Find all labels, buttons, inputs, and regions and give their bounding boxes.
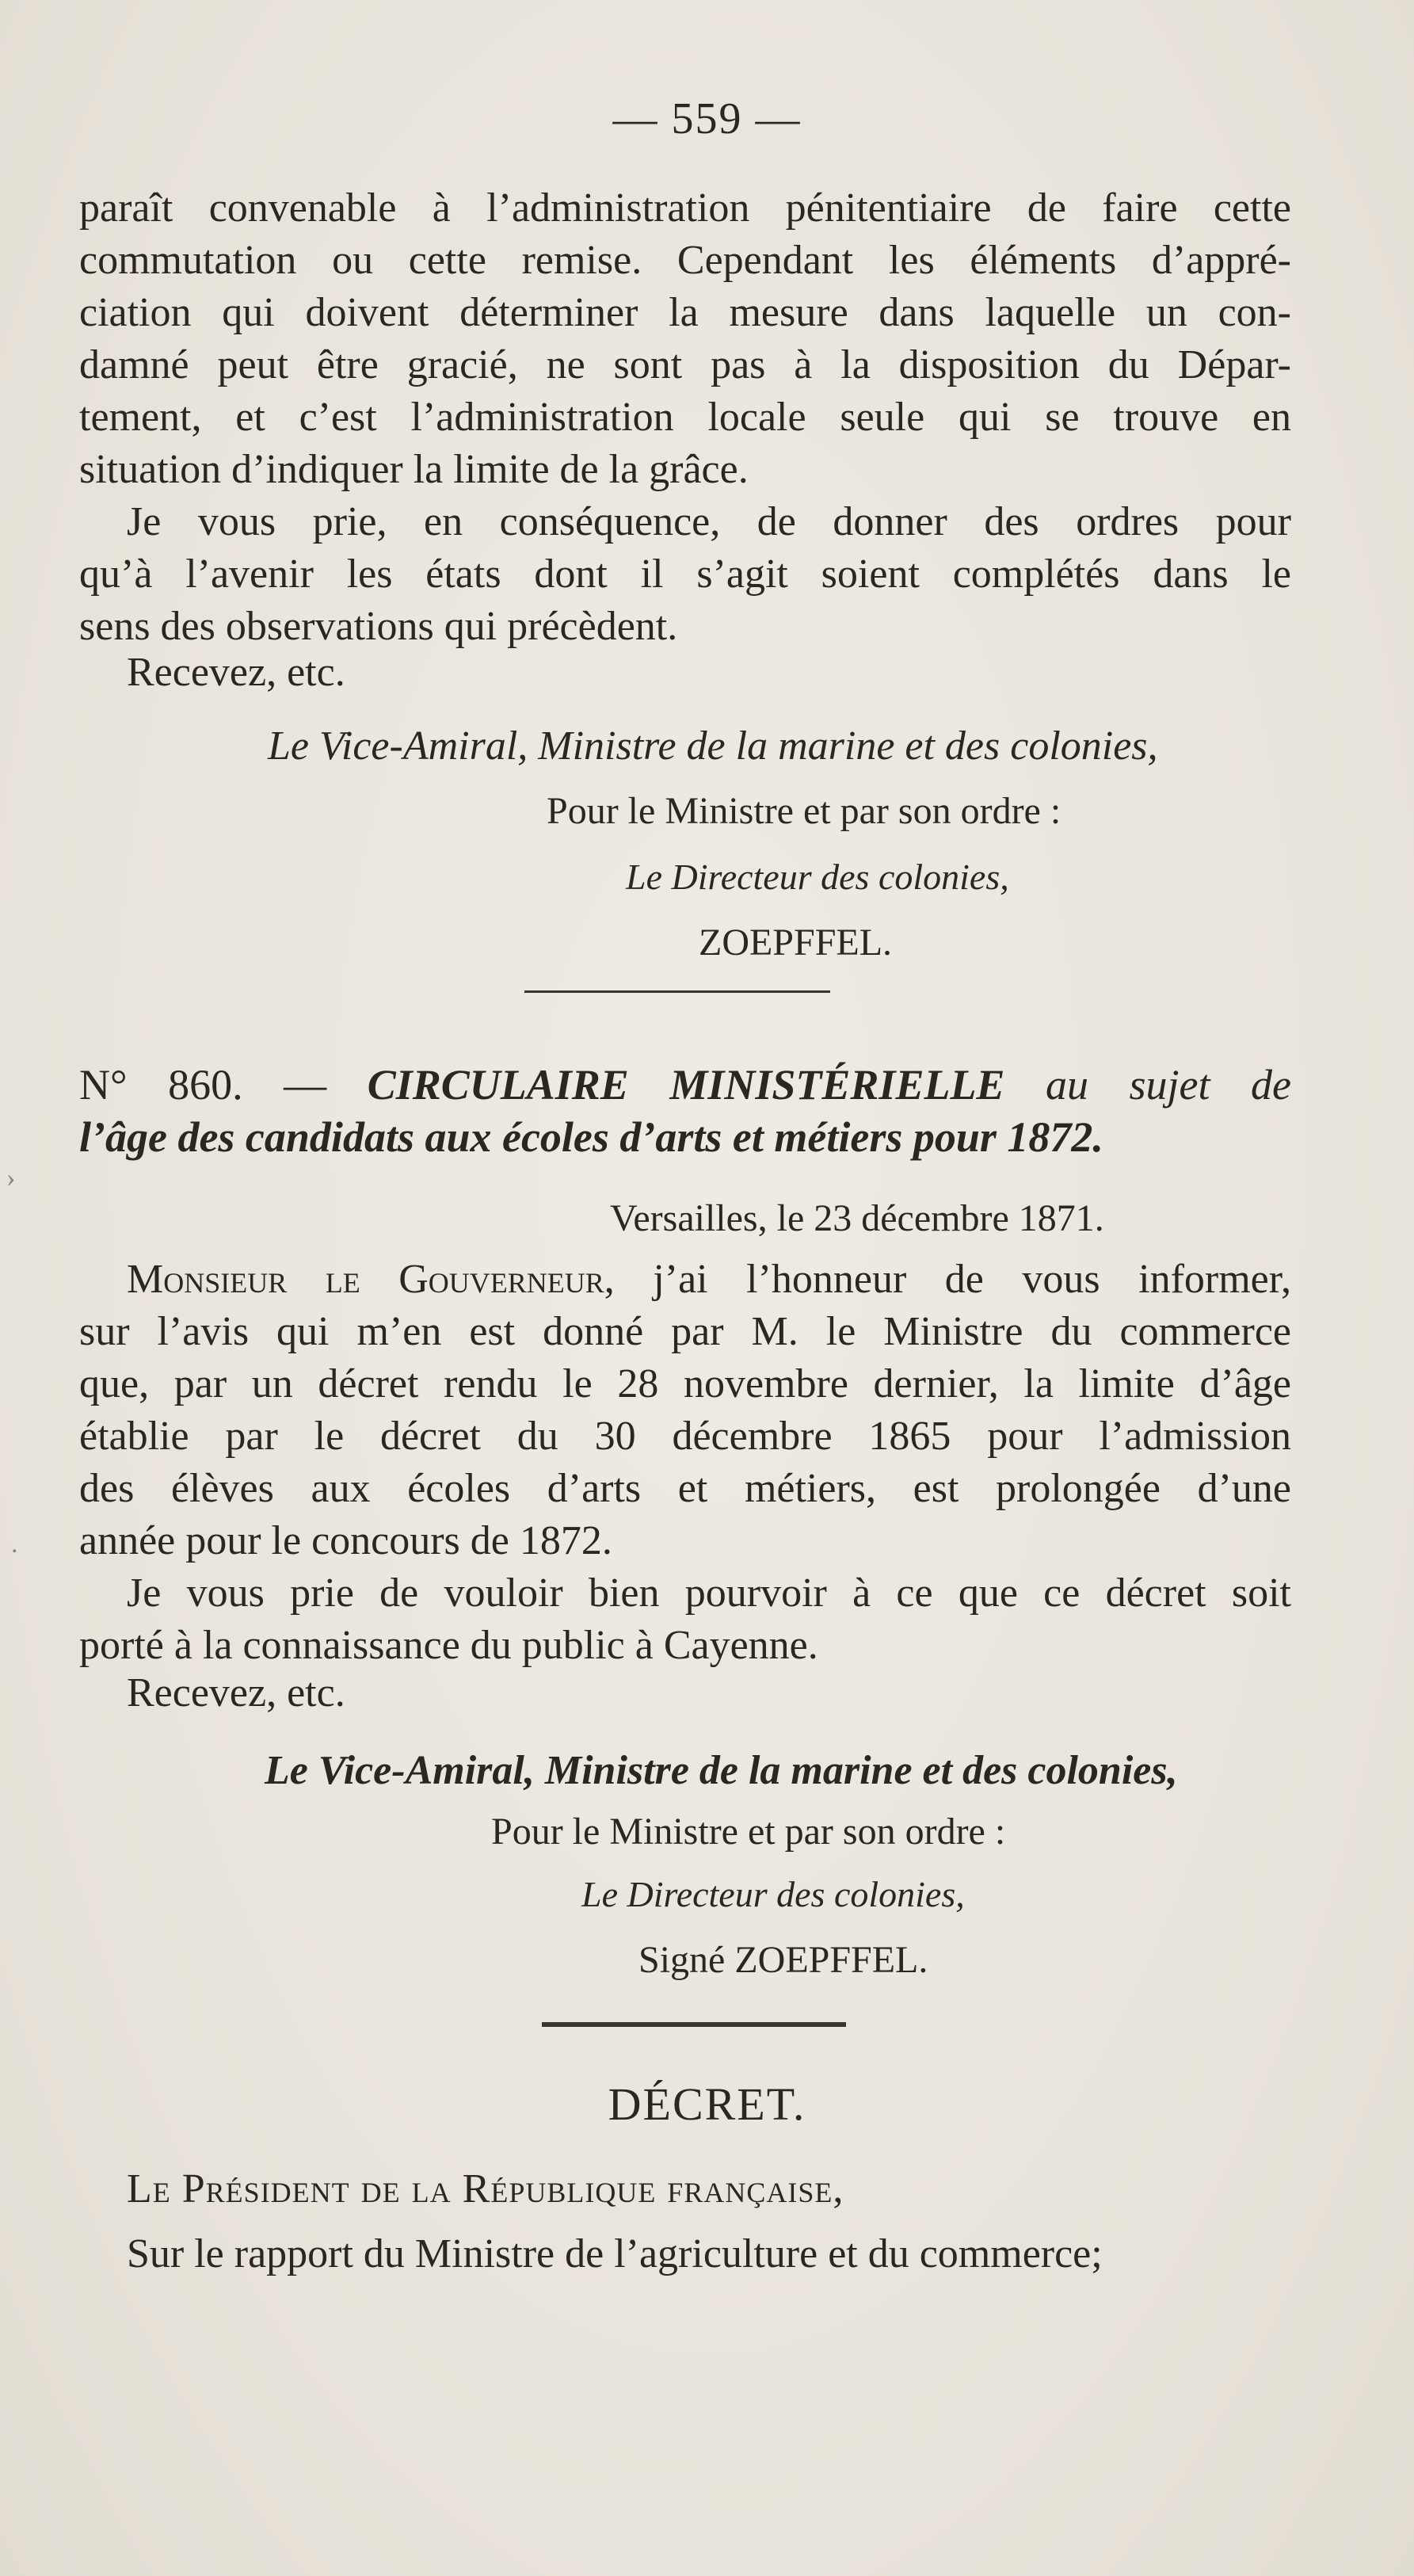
text-line: porté à la connaissance du public à Cayenne. [79, 1623, 818, 1668]
text-line: sur l’avis qui m’en est donné par M. le Ministre du commerce [79, 1309, 1291, 1354]
signature-title-2: Le Vice-Amiral, Ministre de la marine et des colonies, [265, 1748, 1178, 1793]
signature-director-1: Le Directeur des colonies, [626, 857, 1009, 897]
text-line: Monsieur le Gouverneur, j’ai l’honneur de vous informer, [127, 1257, 1291, 1302]
closing-recevez-1: Recevez, etc. [127, 650, 345, 695]
paragraph-inform [79, 1254, 1291, 1567]
paragraph-commutation [79, 182, 1291, 496]
paragraph-request [79, 496, 1291, 653]
margin-mark-2: . [11, 1529, 18, 1559]
text-line: paraît convenable à l’administration pénitentiaire de faire cette [79, 185, 1291, 231]
decret-president: Le Président de la République française, [127, 2166, 844, 2212]
text-line: commutation ou cette remise. Cependant les éléments d’appré- [79, 238, 1291, 283]
decret-heading: DÉCRET. [608, 2078, 806, 2130]
circular-subject-lead: au sujet de [1045, 1061, 1291, 1109]
signature-order-2: Pour le Ministre et par son ordre : [491, 1811, 1006, 1853]
dateline: Versailles, le 23 décembre 1871. [610, 1197, 1104, 1239]
signature-order-1: Pour le Ministre et par son ordre : [547, 790, 1061, 832]
text-line: situation d’indiquer la limite de la grâce. [79, 447, 749, 492]
circular-heading-line-2: l’âge des candidats aux écoles d’arts et métiers pour 1872. [79, 1113, 1103, 1161]
signature-director-2: Le Directeur des colonies, [581, 1874, 965, 1914]
separator-rule-1 [524, 990, 830, 993]
text-line: sens des observations qui précèdent. [79, 604, 678, 649]
circular-heading-line-1 [79, 1059, 1291, 1111]
text-line: qu’à l’avenir les états dont il s’agit soient complétés dans le [79, 551, 1291, 597]
signature-name-2: Signé ZOEPFFEL. [638, 1939, 928, 1981]
closing-recevez-2: Recevez, etc. [127, 1670, 345, 1715]
signature-name-1: ZOEPFFEL. [699, 922, 893, 964]
paragraph-publication [79, 1567, 1291, 1672]
text-line: établie par le décret du 30 décembre 1865 pour l’admission [79, 1414, 1291, 1459]
salutation: Monsieur le Gouverneur, [127, 1257, 615, 1302]
signature-title-1: Le Vice-Amiral, Ministre de la marine et des colonies, [268, 723, 1158, 769]
text-line: des élèves aux écoles d’arts et métiers, est prolongée d’une [79, 1466, 1291, 1511]
text-line: damné peut être gracié, ne sont pas à la disposition du Dépar- [79, 342, 1291, 387]
decret-rapport: Sur le rapport du Ministre de l’agriculture et du commerce; [127, 2231, 1103, 2276]
page-number: — 559 — [612, 94, 802, 143]
separator-rule-2 [542, 2022, 846, 2027]
text-line: ciation qui doivent déterminer la mesure dans laquelle un con- [79, 290, 1291, 335]
text-line: Je vous prie, en conséquence, de donner des ordres pour [127, 499, 1291, 544]
circular-heading [79, 1059, 1291, 1163]
circular-title: CIRCULAIRE MINISTÉRIELLE [367, 1061, 1005, 1109]
text-line: que, par un décret rendu le 28 novembre dernier, la limite d’âge [79, 1361, 1291, 1406]
text-line: année pour le concours de 1872. [79, 1518, 612, 1563]
margin-mark-1: › [6, 1163, 16, 1193]
text-line: Je vous prie de vouloir bien pourvoir à ce que ce décret soit [127, 1570, 1291, 1616]
circular-number: N° 860. — [79, 1061, 327, 1109]
text-line: tement, et c’est l’administration locale seule qui se trouve en [79, 395, 1291, 440]
